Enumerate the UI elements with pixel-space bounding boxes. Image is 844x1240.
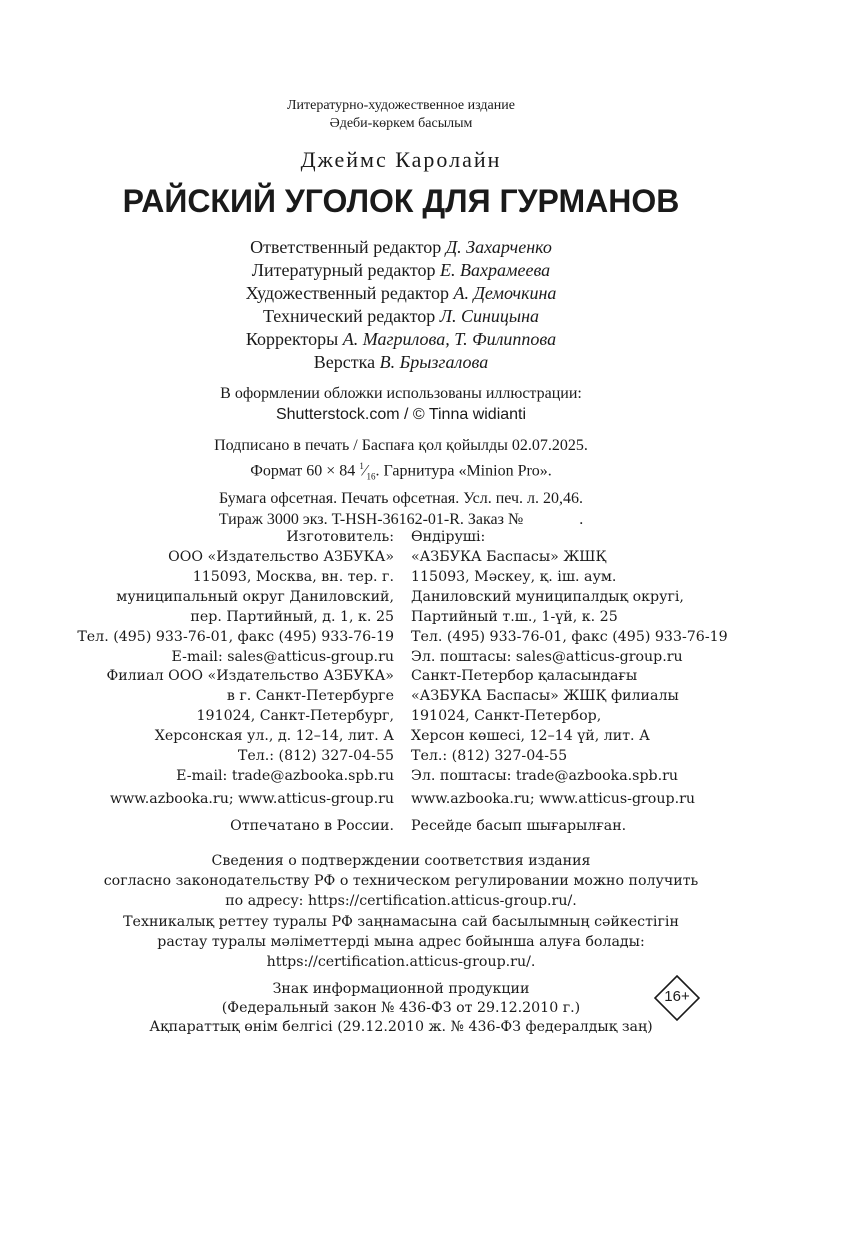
- illustration-source: Shutterstock.com / © Tinna widianti: [275, 406, 527, 423]
- manufacturer-kz: Өндіруші: «АЗБУКА Баспасы» ЖШҚ 115093, Мәскеу, қ. іш. аум. Даниловский муниципалдық округі, Партийный т.ш., 1-үй, к. 25 Тел. (495) 933-76-01, факс (495) 933-76-19 Эл. поштасы: sales@atticus-group.ru: [411, 529, 728, 665]
- staff-row: Художественный редактор А. Демочкина: [245, 283, 557, 303]
- age-rating-label: 16+: [664, 988, 690, 1005]
- format-line: Формат 60 × 84 $^1⁄_{16}$. Гарнитура «Minion Pro».: [250, 461, 552, 482]
- illustration-line: В оформлении обложки использованы иллюстрации:: [220, 385, 582, 402]
- illustration-credits: [0, 383, 802, 425]
- web-ru: www.azbooka.ru; www.atticus-group.ru: [110, 791, 394, 807]
- age-rating-badge: [654, 975, 700, 1021]
- staff-row: Ответственный редактор Д. Захарченко: [250, 237, 552, 257]
- branch-ru: Филиал ООО «Издательство АЗБУКА» в г. Санкт-Петербурге 191024, Санкт-Петербург, Херсонская ул., д. 12–14, лит. А Тел.: (812) 327-04-55 E-mail: trade@azbooka.spb.ru: [106, 668, 394, 784]
- staff-row: Верстка В. Брызгалова: [313, 352, 489, 372]
- manufacturer-ru: Изготовитель: ООО «Издательство АЗБУКА» 115093, Москва, вн. тер. г. муниципальный округ Даниловский, пер. Партийный, д. 1, к. 25 Тел. (495) 933-76-01, факс (495) 933-76-19 E-mail: sales@atticus-group.ru: [77, 529, 394, 665]
- info-product-sign: Знак информационной продукции (Федеральный закон № 436-ФЗ от 29.12.2010 г.) Ақпараттық өнім белгісі (29.12.2010 ж. № 436-ФЗ федералдық заң): [149, 981, 653, 1035]
- run-line: Тираж 3000 экз. T-HSH-36162-01-R. Заказ № .: [218, 510, 584, 528]
- editorial-staff: [0, 236, 802, 374]
- book-title: РАЙСКИЙ УГОЛОК ДЛЯ ГУРМАНОВ: [122, 183, 680, 219]
- genre-kz: Әдеби-көркем басылым: [329, 116, 473, 131]
- web-kz: www.azbooka.ru; www.atticus-group.ru: [411, 791, 695, 807]
- signed-line: Подписано в печать / Баспаға қол қойылды 02.07.2025.: [214, 437, 588, 454]
- printed-kz: Ресейде басып шығарылған.: [411, 818, 627, 834]
- author-name: Джеймс Каролайн: [300, 147, 502, 172]
- staff-row: Корректоры А. Магрилова, Т. Филиппова: [245, 329, 557, 349]
- printed-ru: Отпечатано в России.: [230, 818, 394, 834]
- staff-row: Литературный редактор Е. Вахрамеева: [251, 260, 551, 280]
- print-details: [0, 435, 802, 530]
- staff-row: Технический редактор Л. Синицына: [262, 306, 540, 326]
- certification-ru: Сведения о подтверждении соответствия издания согласно законодательству РФ о техническом регулировании можно получить по адресу: https://certification.atticus-group.ru/.: [103, 853, 699, 909]
- genre-ru: Литературно-художественное издание: [287, 98, 515, 113]
- branch-kz: Санкт-Петербор қаласындағы «АЗБУКА Баспасы» ЖШҚ филиалы 191024, Санкт-Петербор, Херсон көшесі, 12–14 үй, лит. А Тел.: (812) 327-04-55 Эл. поштасы: trade@azbooka.spb.ru: [411, 668, 679, 784]
- paper-line: Бумага офсетная. Печать офсетная. Усл. печ. л. 20,46.: [219, 489, 583, 507]
- genre-block: [0, 97, 802, 133]
- certification-kz: Техникалық реттеу туралы РФ заңнамасына сай басылымның сәйкестігін растау туралы мәліметтерді мына адрес бойынша алуға болады: https://certification.atticus-group.ru/.: [123, 914, 679, 970]
